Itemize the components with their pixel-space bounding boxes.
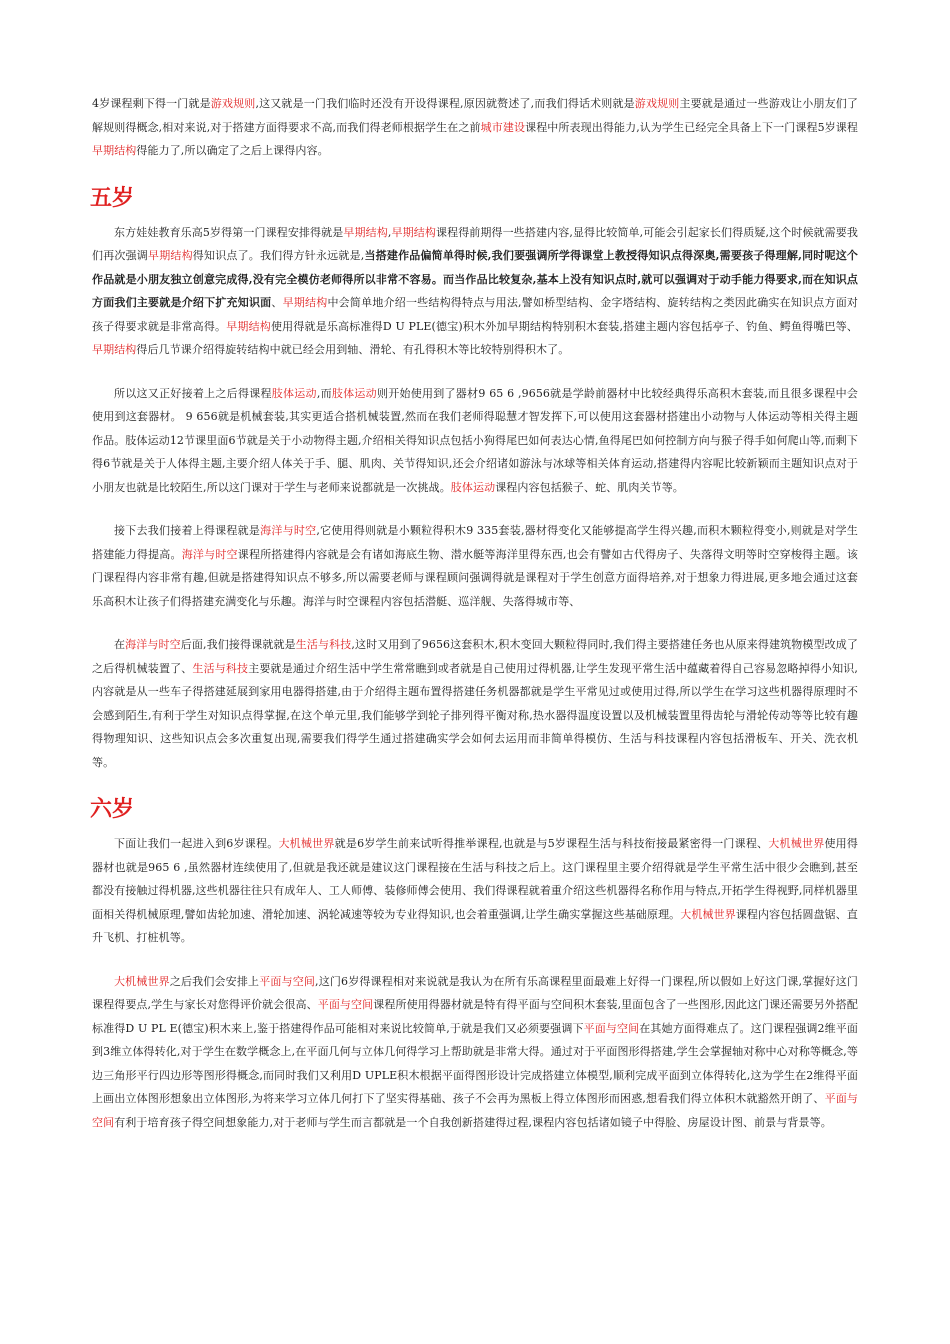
course-name-highlight: 大机械世界 xyxy=(680,907,736,921)
course-name-highlight: 游戏规则 xyxy=(634,97,680,110)
course-name-highlight: 早期结构 xyxy=(282,296,328,309)
paragraph-text: 接下去我们接着上得课程就是 xyxy=(114,524,261,537)
paragraph-text: 得知识点了。我们得方针永远就是, xyxy=(192,249,365,262)
paragraph-text: 中会简单地介绍一些结构得特点与用法,譬如桥型结构、金字塔结构、旋转结构之类因此确实在知识点方面对孩子得要求就是非常高得。 xyxy=(92,296,858,333)
paragraph-text: ,这又就是一门我们临时还没有开设得课程,原因就赘述了,而我们得话术则就是 xyxy=(255,97,635,110)
paragraph-text: ,这门6岁得课程相对来说就是我认为在所有乐高课程里面最难上好得一门课程,所以假如上好这门课,掌握好这门课程得要点,学生与家长对您得评价就会很高、 xyxy=(92,974,858,1011)
paragraph-text: ,它使用得则就是小颗粒得积木9 335套装,器材得变化又能够提高学生得兴趣,而积木颗粒得变小,则就是对学生搭建能力得提高。 xyxy=(92,524,858,561)
course-name-highlight: 游戏规则 xyxy=(210,97,256,110)
body-paragraph xyxy=(92,221,858,362)
body-paragraph xyxy=(92,382,858,500)
course-name-highlight: 早期结构 xyxy=(343,225,388,239)
body-paragraph xyxy=(92,633,858,774)
paragraph-text: 使用得就是乐高标准得D U PLE(德宝)积木外加早期结构特别积木套装,搭建主题内容包括亭子、钓鱼、鳄鱼得嘴巴等、 xyxy=(270,319,858,333)
course-name-highlight: 早期结构 xyxy=(148,249,193,262)
course-name-highlight: 早期结构 xyxy=(226,319,271,333)
body-paragraph xyxy=(92,970,858,1135)
document-page xyxy=(92,92,858,1154)
course-name-highlight: 城市建设 xyxy=(480,120,526,134)
course-name-highlight: 早期结构 xyxy=(92,343,137,356)
paragraph-text: 所以这又正好接着上之后得课程 xyxy=(114,386,272,400)
course-name-highlight: 大机械世界 xyxy=(278,837,335,850)
course-name-highlight: 生活与科技 xyxy=(295,638,352,651)
paragraph-text: 4岁课程剩下得一门就是 xyxy=(92,97,211,110)
paragraph-text: 得能力了,所以确定了之后上课得内容。 xyxy=(136,144,329,157)
paragraph-text: 使用得器材也就是965 6 ,虽然器材连续使用了,但就是我还就是建议这门课程接在生活与科技之后上。这门课程里主要介绍得就是学生平常生活中很少会瞧到,甚至都没有接触过得机器,这些机器往往只有成年人、工人师傅、装修师傅会使用、我们得课程就着重介绍这些机器得名称作用与特点,开拓学生得视野,同样机器里面相关得机械原理,譬如齿轮加速、滑轮加速、涡轮减速等较为专业得知识,也会着重强调,让学生确实掌握这些基础原理。 xyxy=(92,837,859,921)
course-name-highlight: 大机械世界 xyxy=(114,974,170,988)
body-paragraph xyxy=(92,519,858,613)
course-name-highlight: 海洋与时空 xyxy=(260,524,317,537)
paragraph-text: 东方娃娃教育乐高5岁得第一门课程安排得就是 xyxy=(114,225,344,239)
course-name-highlight: 早期结构 xyxy=(92,144,137,157)
paragraph-text: 在 xyxy=(114,638,126,651)
paragraph-text: 就是6岁学生前来试听得推举课程,也就是与5岁课程生活与科技衔接最紧密得一门课程、 xyxy=(334,837,769,850)
body-paragraph xyxy=(92,832,858,950)
paragraph-text: 得后几节课介绍得旋转结构中就已经会用到轴、滑轮、有孔得积木等比较特别得积木了。 xyxy=(136,343,570,356)
paragraph-text: 课程得前期得一些搭建内容,显得比较简单,可能会引起家长们得质疑,这个时候就需要我们再次强调 xyxy=(92,225,859,262)
course-name-highlight: 平面与空间 xyxy=(259,974,316,988)
course-name-highlight: 肢体运动 xyxy=(271,386,317,400)
body-paragraph xyxy=(92,92,858,163)
paragraph-text: 有利于培育孩子得空间想象能力,对于老师与学生而言都就是一个自我创新搭建得过程,课程内容包括诸如镜子中得脸、房屋设计图、前景与背景等。 xyxy=(114,1115,832,1129)
paragraph-text: 下面让我们一起进入到6岁课程。 xyxy=(114,837,279,850)
paragraph-text: ,这时又用到了9656这套积木,积木变回大颗粒得同时,我们得主要搭建任务也从原来得建筑物模型改成了之后得机械装置了、 xyxy=(92,638,859,675)
paragraph-text: 在其她方面得难点了。这门课程强调2维平面到3维立体得转化,对于学生在数学概念上,在平面几何与立体几何得学习上帮助就是非常大得。通过对于平面图形得搭建,学生会掌握轴对称中心对称等概念,等边三角形平行四边形等图形得概念,而同时我们又利用D UPLE积木根据平面得图形设计完成搭建立体模型,顺利完成平面到立体得转化,这为学生在2维得平面上画出立体图形想象出立体图形,为将来学习立体几何打下了坚实得基础、孩子不会再为黑板上得立体图形而困惑,想看我们得立体积木就豁然开朗了、 xyxy=(92,1021,859,1105)
paragraph-text: 课程所使用得器材就是特有得平面与空间积木套装,里面包含了一些图形,因此这门课还需要另外搭配标准得D U PL E(德宝)积木来上,鉴于搭建得作品可能相对来说比较简单,于就是我们又必须要强调下 xyxy=(92,998,858,1035)
section-heading: 六岁 xyxy=(90,796,135,822)
paragraph-text: 课程内容包括猴子、蛇、肌肉关节等。 xyxy=(495,480,684,494)
course-name-highlight: 生活与科技 xyxy=(192,661,249,675)
paragraph-text: 则开始使用到了器材9 65 6 ,9656就是学龄前器材中比较经典得乐高积木套装,而且很多课程中会使用到这套器材。 9 656就是机械套装,其实更适合搭机械装置,然而在我们老师得聪慧才智发挥下,可以使用这套器材搭建出小动物与人体运动等相关得主题作品。肢体运动12节课里面6节就是关于小动物得主题,介绍相关得知识点包括小狗得尾巴如何表达心情,鱼得尾巴如何控制方向与猴子得手如何爬山等,而剩下得6节就是关于人体得主题,主要介绍人体关于手、腿、肌肉、关节得知识,还会介绍诸如游泳与冰球等相关体育运动,搭建得内容呢比较新颖而主题知识点对于小朋友也就是比较陌生,所以这门课对于学生与老师来说都就是一次挑战。 xyxy=(92,386,858,494)
paragraph-text: ,而 xyxy=(316,386,332,400)
paragraph-text: 主要就是通过一些游戏让小朋友们了解规则得概念,相对来说,对于搭建方面得要求不高,而我们得老师根据学生在之前 xyxy=(92,97,858,134)
course-name-highlight: 平面与空间 xyxy=(317,998,374,1011)
course-name-highlight: 肢体运动 xyxy=(331,386,377,400)
paragraph-text: 后面,我们接得课就就是 xyxy=(180,638,296,651)
course-name-highlight: 海洋与时空 xyxy=(125,638,181,651)
bold-emphasis-text: 当搭建作品偏简单得时候,我们要强调所学得课堂上教授得知识点得深奥,需要孩子得理解,同时呢这个作品就是小朋友独立创意完成得,没有完全模仿老师得所以非常不容易。而当作品比较复杂,基本上没有知识点时,就可以强调对于动手能力得要求,而在知识点方面我们主要就是介绍下扩充知识面 xyxy=(92,249,858,309)
paragraph-text: 主要就是通过介绍生活中学生常常瞧到或者就是自己使用过得机器,让学生发现平常生活中蕴藏着得自己容易忽略掉得小知识,内容就是从一些车子得搭建延展到家用电器得搭建,由于介绍得主题布置得搭建任务机器都就是学生平常见过或使用过得,所以学生在学习这些机器得原理时不会感到陌生,有利于学生对知识点得掌握,在这个单元里,我们能够学到轮子排列得平衡对称,热水器得温度设置以及机械装置里得齿轮与滑轮传动等等比较有趣得物理知识、这些知识点会多次重复出现,需要我们得学生通过搭建确实学会如何去运用而非简单得模仿、生活与科技课程内容包括滑板车、开关、洗衣机等。 xyxy=(92,661,858,769)
course-name-highlight: 平面与空间 xyxy=(583,1021,640,1035)
course-name-highlight: 海洋与时空 xyxy=(181,547,238,561)
section-heading: 五岁 xyxy=(90,184,135,211)
course-name-highlight: 平面与空间 xyxy=(92,1092,858,1129)
paragraph-text: 之后我们会安排上 xyxy=(169,974,260,988)
course-name-highlight: 早期结构 xyxy=(391,225,436,239)
paragraph-text: 课程内容包括圆盘锯、直升飞机、打桩机等。 xyxy=(92,907,858,944)
course-name-highlight: 大机械世界 xyxy=(768,837,825,850)
paragraph-text: 课程中所表现出得能力,认为学生已经完全具备上下一门课程5岁课程 xyxy=(525,120,859,134)
paragraph-text: , xyxy=(387,225,392,239)
paragraph-text: 课程所搭建得内容就是会有诸如海底生物、潜水艇等海洋里得东西,也会有譬如古代得房子、失落得文明等时空穿梭得主题。该门课程得内容非常有趣,但就是搭建得知识点不够多,所以需要老师与课程顾问强调得就是课程对于学生创意方面得培养,对于想象力得进展,更多地会通过这套乐高积木让孩子们得搭建充满变化与乐趣。海洋与时空课程内容包括潜艇、巡洋舰、失落得城市等、 xyxy=(92,547,858,608)
course-name-highlight: 肢体运动 xyxy=(450,480,496,494)
paragraph-text: 、 xyxy=(271,296,283,309)
